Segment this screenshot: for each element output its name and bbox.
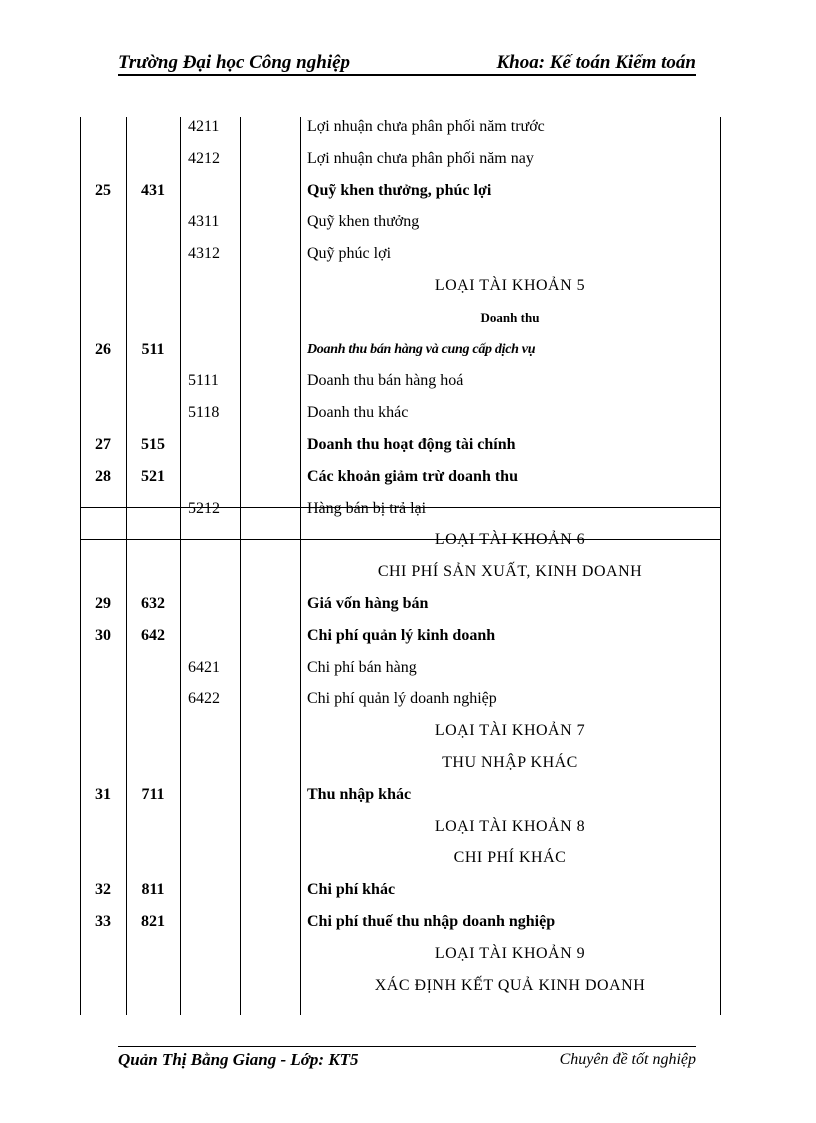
account-code-level2: 5118 (188, 404, 220, 422)
account-name: Hàng bán bị trả lại (307, 499, 427, 517)
row-number (80, 302, 126, 334)
row-number (80, 970, 126, 1002)
account-code-level1 (126, 365, 180, 397)
footer-title: Chuyên đề tốt nghiệp (559, 1051, 696, 1068)
account-code-level2: 4311 (188, 213, 220, 231)
account-code-level2 (188, 811, 240, 843)
account-name: Thu nhập khác (307, 785, 412, 803)
account-name: Doanh thu bán hàng và cung cấp dịch vụ (307, 341, 536, 357)
row-number: 31 (95, 785, 111, 803)
account-code-level2 (188, 747, 240, 779)
account-code-level2 (188, 906, 240, 938)
account-code-level2: 6421 (188, 658, 220, 676)
page-footer (118, 1046, 696, 1073)
account-code-level1: 632 (141, 595, 165, 612)
table-row (0, 143, 816, 175)
account-name: Doanh thu hoạt động tài chính (307, 436, 516, 453)
account-code-level1 (126, 206, 180, 238)
account-name: Doanh thu bán hàng hoá (307, 372, 464, 390)
account-code-level2 (188, 620, 240, 652)
table-row (0, 588, 816, 620)
row-number: 28 (95, 467, 111, 485)
row-number (80, 715, 126, 747)
row-number: 29 (95, 595, 111, 612)
account-name: Quỹ khen thưởng (307, 213, 420, 231)
account-code-level1: 521 (141, 467, 165, 485)
account-name: Doanh thu khác (307, 404, 409, 422)
account-code-level1: 821 (141, 913, 165, 930)
account-name: Chi phí thuế thu nhập doanh nghiệp (307, 913, 556, 930)
row-number (80, 365, 126, 397)
table-row (0, 524, 816, 556)
row-number: 25 (95, 181, 111, 199)
account-name: Giá vốn hàng bán (307, 595, 429, 612)
account-code-level1 (126, 938, 180, 970)
account-code-level2 (188, 779, 240, 811)
account-code-level1 (126, 493, 180, 525)
header-faculty: Khoa: Kế toán Kiểm toán (496, 52, 696, 73)
account-code-level2: 6422 (188, 690, 220, 708)
account-code-level1 (126, 302, 180, 334)
header-school: Trường Đại học Công nghiệp (118, 52, 351, 73)
row-number: 27 (95, 436, 111, 453)
account-code-level1 (126, 143, 180, 175)
account-name: Lợi nhuận chưa phân phối năm trước (307, 118, 545, 135)
account-code-level2: 4211 (188, 118, 220, 135)
account-name: Doanh thu (480, 309, 540, 325)
account-code-level1 (126, 111, 180, 143)
table-row (0, 461, 816, 493)
account-name: Lợi nhuận chưa phân phối năm nay (307, 149, 534, 167)
row-number: 26 (95, 340, 111, 358)
account-code-level2 (188, 302, 240, 334)
account-code-level1 (126, 683, 180, 715)
table-row (0, 779, 816, 811)
account-code-level1 (126, 238, 180, 270)
account-code-level2 (188, 715, 240, 747)
account-code-level2 (188, 429, 240, 461)
account-name: Chi phí khác (307, 881, 396, 899)
account-name: Chi phí bán hàng (307, 658, 417, 676)
account-name: LOẠI TÀI KHOẢN 9 (434, 944, 586, 962)
account-code-level1 (126, 747, 180, 779)
row-number (80, 524, 126, 556)
account-code-level2 (188, 970, 240, 1002)
row-number (80, 652, 126, 684)
table-row (0, 175, 816, 207)
table-row (0, 238, 816, 270)
table-row (0, 747, 816, 779)
table-row (0, 620, 816, 652)
row-number (80, 206, 126, 238)
account-name: LOẠI TÀI KHOẢN 7 (434, 722, 586, 740)
account-code-level2: 4312 (188, 245, 220, 263)
account-code-level2 (188, 524, 240, 556)
account-name: CHI PHÍ SẢN XUẤT, KINH DOANH (377, 563, 643, 581)
account-name: Chi phí quản lý doanh nghiệp (307, 690, 497, 708)
table-row (0, 334, 816, 366)
account-code-level2 (188, 588, 240, 620)
table-row (0, 715, 816, 747)
account-code-level2 (188, 270, 240, 302)
account-code-level1 (126, 811, 180, 843)
account-name: THU NHẬP KHÁC (442, 754, 578, 771)
account-name: LOẠI TÀI KHOẢN 6 (434, 531, 586, 549)
row-number (80, 842, 126, 874)
account-code-level1 (126, 652, 180, 684)
account-code-level1: 642 (141, 626, 165, 644)
account-code-level2 (188, 461, 240, 493)
footer-author: Quản Thị Bằng Giang - Lớp: KT5 (118, 1050, 359, 1069)
row-number (80, 556, 126, 588)
account-code-level2: 4212 (188, 149, 220, 167)
account-code-level1: 811 (141, 881, 165, 899)
table-row (0, 429, 816, 461)
row-number: 30 (95, 626, 111, 644)
row-number (80, 397, 126, 429)
page-header (118, 48, 696, 76)
account-code-level1 (126, 970, 180, 1002)
row-number (80, 238, 126, 270)
account-code-level2 (188, 842, 240, 874)
account-code-level1 (126, 397, 180, 429)
table-row (0, 906, 816, 938)
account-code-level2 (188, 938, 240, 970)
table-row (0, 556, 816, 588)
table-row (0, 938, 816, 970)
row-number (80, 811, 126, 843)
row-number: 33 (95, 913, 111, 930)
account-name: Quỹ phúc lợi (307, 245, 392, 263)
account-name: XÁC ĐỊNH KẾT QUẢ KINH DOANH (374, 976, 646, 994)
account-name: Quỹ khen thưởng, phúc lợi (307, 181, 492, 199)
table-row (0, 683, 816, 715)
account-code-level1: 711 (141, 785, 165, 803)
account-code-level2 (188, 175, 240, 207)
row-number (80, 747, 126, 779)
table-row (0, 397, 816, 429)
table-row (0, 270, 816, 302)
row-number (80, 143, 126, 175)
account-name: Các khoản giảm trừ doanh thu (307, 467, 518, 485)
table-row (0, 842, 816, 874)
account-code-level2 (188, 874, 240, 906)
table-row (0, 811, 816, 843)
table-row (0, 111, 816, 143)
account-code-level1: 515 (141, 436, 165, 453)
account-code-level1: 511 (141, 340, 165, 358)
account-name: LOẠI TÀI KHOẢN 8 (434, 817, 586, 835)
account-code-level1 (126, 524, 180, 556)
table-row (0, 874, 816, 906)
table-row (0, 652, 816, 684)
account-code-level1: 431 (141, 181, 165, 199)
account-name: LOẠI TÀI KHOẢN 5 (434, 277, 586, 294)
table-row (0, 302, 816, 334)
row-number (80, 270, 126, 302)
account-name: CHI PHÍ KHÁC (453, 849, 567, 867)
account-code-level1 (126, 270, 180, 302)
account-code-level1 (126, 556, 180, 588)
row-number (80, 938, 126, 970)
account-code-level2: 5212 (188, 499, 220, 517)
account-code-level2 (188, 334, 240, 366)
row-number (80, 493, 126, 525)
account-name: Chi phí quản lý kinh doanh (307, 626, 496, 644)
row-number (80, 683, 126, 715)
account-code-level1 (126, 842, 180, 874)
table-row (0, 365, 816, 397)
account-code-level1 (126, 715, 180, 747)
row-number: 32 (95, 881, 111, 899)
table-row (0, 206, 816, 238)
table-row (0, 493, 816, 525)
account-code-level2: 5111 (188, 372, 219, 390)
row-number (80, 111, 126, 143)
account-code-level2 (188, 556, 240, 588)
table-row (0, 970, 816, 1002)
